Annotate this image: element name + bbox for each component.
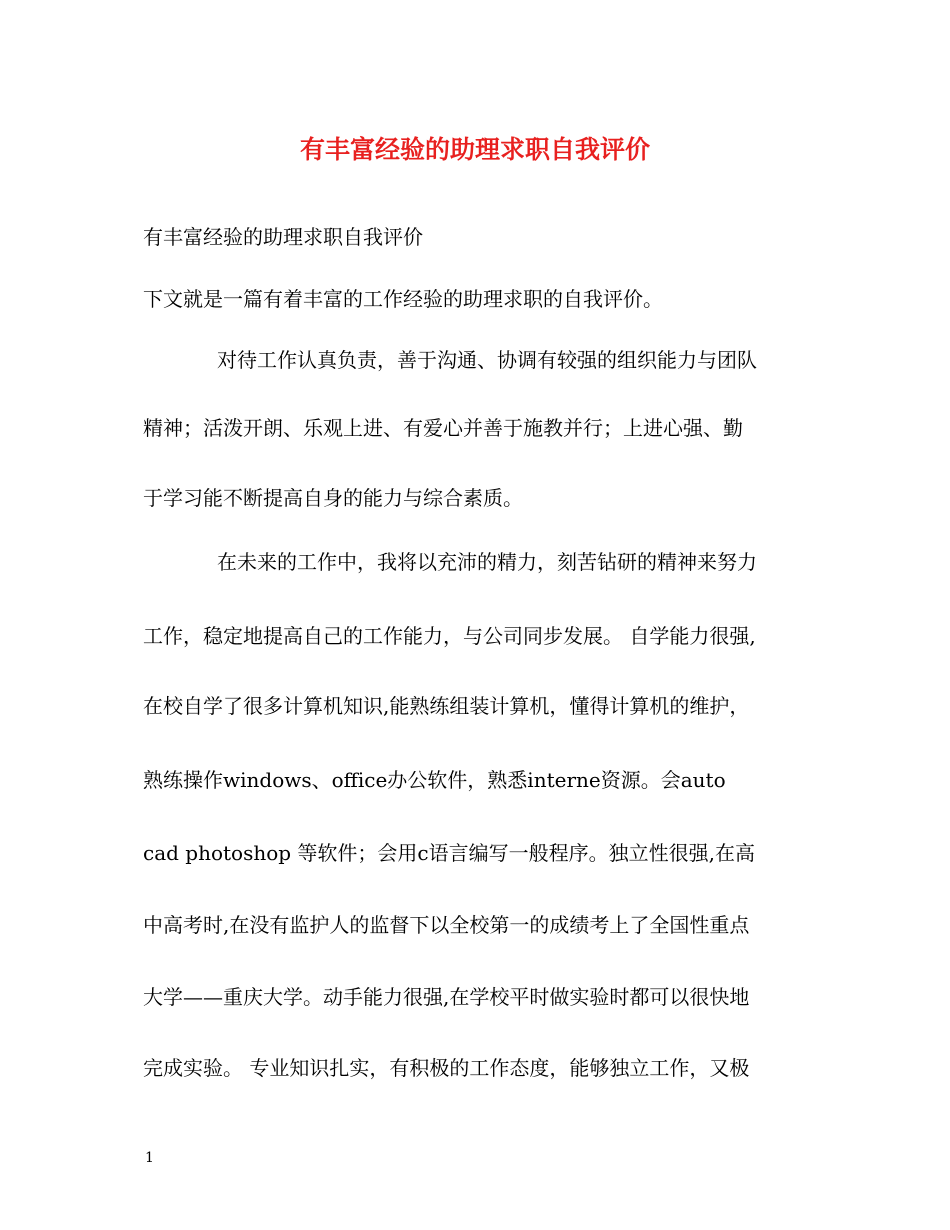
body-line: 在校自学了很多计算机知识,能熟练组装计算机，懂得计算机的维护， <box>143 694 750 718</box>
body-line: 工作，稳定地提高自己的工作能力，与公司同步发展。 自学能力很强, <box>143 624 756 648</box>
page-number: 1 <box>145 1150 154 1166</box>
body-line: 在未来的工作中，我将以充沛的精力，刻苦钻研的精神来努力 <box>217 550 757 574</box>
intro-paragraph: 下文就是一篇有着丰富的工作经验的助理求职的自我评价。 <box>143 287 663 311</box>
body-line: 精神；活泼开朗、乐观上进、有爱心并善于施教并行；上进心强、勤 <box>143 416 743 440</box>
body-line: 完成实验。 专业知识扎实，有积极的工作态度，能够独立工作，又极 <box>143 1056 750 1080</box>
body-line: 熟练操作windows、office办公软件，熟悉interne资源。会auto <box>143 768 726 792</box>
document-subtitle: 有丰富经验的助理求职自我评价 <box>143 225 423 249</box>
body-line: 对待工作认真负责，善于沟通、协调有较强的组织能力与团队 <box>217 348 757 372</box>
body-line: 于学习能不断提高自身的能力与综合素质。 <box>143 486 523 510</box>
page-title: 有丰富经验的助理求职自我评价 <box>299 135 650 164</box>
body-line: cad photoshop 等软件；会用c语言编写一般程序。独立性很强,在高 <box>143 841 755 865</box>
body-line: 中高考时,在没有监护人的监督下以全校第一的成绩考上了全国性重点 <box>143 913 750 937</box>
body-line: 大学——重庆大学。动手能力很强,在学校平时做实验时都可以很快地 <box>143 985 750 1009</box>
